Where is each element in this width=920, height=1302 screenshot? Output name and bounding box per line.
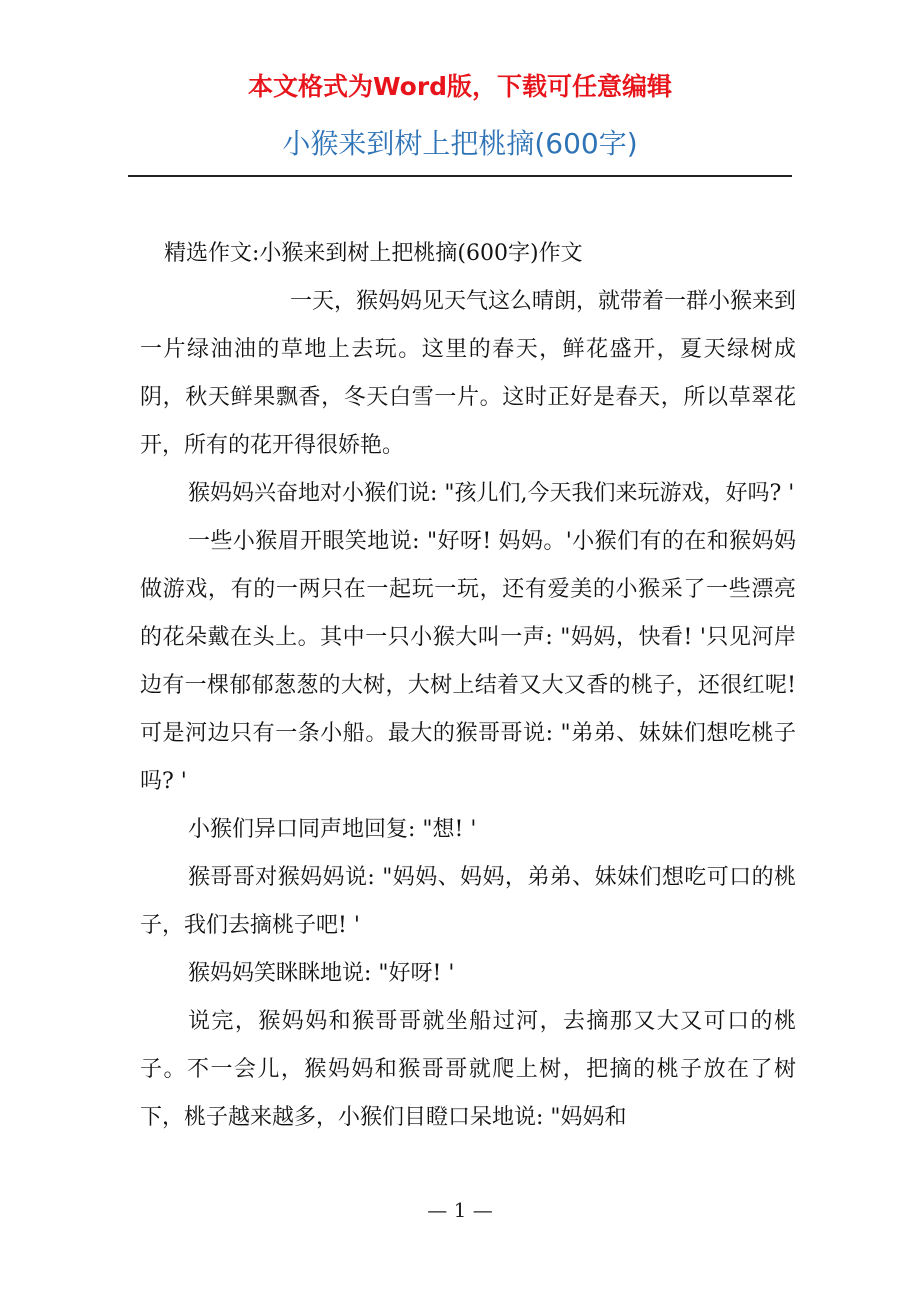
document-title: 小猴来到树上把桃摘(600字) bbox=[282, 127, 638, 160]
paragraph: 一天，猴妈妈见天气这么晴朗，就带着一群小猴来到一片绿油油的草地上去玩。这里的春天，鲜花盛开，夏天绿树成阴，秋天鲜果飘香，冬天白雪一片。这时正好是春天，所以草翠花开，所有的花开得很娇艳。 bbox=[140, 289, 797, 458]
intro-line: 精选作文:小猴来到树上把桃摘(600字)作文 bbox=[164, 241, 583, 266]
article-body bbox=[140, 230, 796, 1142]
paragraph: 说完，猴妈妈和猴哥哥就坐船过河，去摘那又大又可口的桃子。不一会儿，猴妈妈和猴哥哥就爬上树，把摘的桃子放在了树下，桃子越来越多，小猴们目瞪口呆地说: "妈妈和 bbox=[140, 1009, 796, 1130]
format-banner: 本文格式为Word版，下载可任意编辑 bbox=[247, 72, 673, 101]
paragraph: 猴妈妈笑眯眯地说: "好呀! ' bbox=[188, 961, 455, 986]
page-number: — 1 — bbox=[427, 1198, 493, 1222]
paragraph: 一些小猴眉开眼笑地说: "好呀! 妈妈。'小猴们有的在和猴妈妈做游戏，有的一两只在一起玩一玩，还有爱美的小猴采了一些漂亮的花朵戴在头上。其中一只小猴大叫一声: "妈妈，快看! '只见河岸边有一棵郁郁葱葱的大树，大树上结着又大又香的桃子，还很红呢! 可是河边只有一条小船。最大的猴哥哥说: "弟弟、妹妹们想吃桃子吗? ' bbox=[140, 529, 796, 794]
paragraph: 猴哥哥对猴妈妈说: "妈妈、妈妈，弟弟、妹妹们想吃可口的桃子，我们去摘桃子吧! ' bbox=[140, 865, 796, 938]
paragraph: 猴妈妈兴奋地对小猴们说: "孩儿们,今天我们来玩游戏，好吗? ' bbox=[188, 481, 795, 506]
title-divider bbox=[128, 175, 792, 177]
paragraph: 小猴们异口同声地回复: "想! ' bbox=[188, 817, 477, 842]
